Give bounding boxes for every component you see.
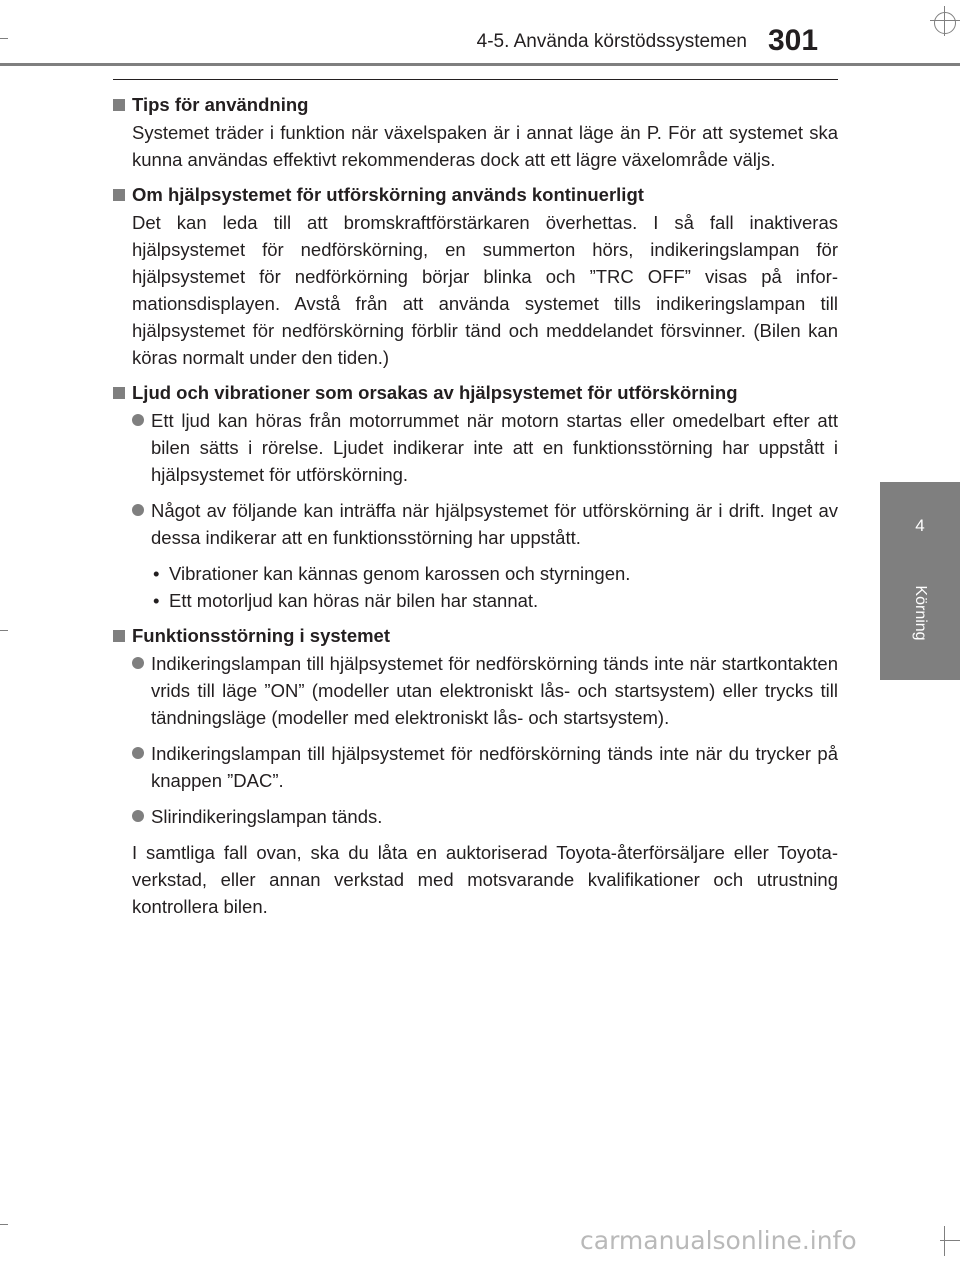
sub-bullet-marker: • — [153, 590, 160, 611]
section-malfunction — [113, 623, 838, 920]
sub-list-item-text: Vibrationer kan kännas genom karossen och styrningen. — [169, 563, 631, 584]
chapter-label: Körning — [912, 585, 929, 641]
closing-paragraph: I samtliga fall ovan, ska du låta en auktoriserad Toyota-återförsäljare eller Toyota-verkstad, eller annan verkstad med motsvarande kvalifikationer och utrustning kontrollera bilen. — [132, 842, 838, 917]
list-item — [132, 407, 838, 488]
section-heading: Ljud och vibrationer som orsakas av hjälpsystemet för utförskörning — [132, 382, 738, 403]
list-item — [132, 497, 838, 551]
section-heading: Funktionsstörning i systemet — [132, 625, 391, 646]
paragraph: Systemet träder i funktion när växelspaken är i annat läge än P. För att systemet ska kunna användas effektivt rekommenderas dock att ett lägre växelområde väljs. — [132, 122, 838, 170]
section-heading-wrap — [113, 623, 838, 649]
registration-mark — [934, 12, 956, 34]
list-item — [132, 650, 838, 731]
content-rule — [113, 79, 838, 80]
square-bullet-icon — [113, 99, 125, 111]
square-bullet-icon — [113, 630, 125, 642]
circle-bullet-icon — [132, 810, 144, 822]
chapter-label-box — [880, 568, 960, 658]
section-title: 4-5. Använda körstödssystemen — [476, 31, 747, 52]
section-heading: Tips för användning — [132, 94, 309, 115]
crop-mark — [0, 630, 8, 631]
page-content — [113, 92, 838, 929]
sub-list-item — [151, 587, 838, 614]
section-continuous-use — [113, 182, 838, 371]
section-heading-wrap — [113, 380, 838, 406]
sub-bullet-marker: • — [153, 563, 160, 584]
circle-bullet-icon — [132, 657, 144, 669]
sub-list-item — [151, 560, 838, 587]
page-number: 301 — [768, 24, 819, 57]
sub-list-item-text: Ett motorljud kan höras när bilen har stannat. — [169, 590, 539, 611]
circle-bullet-icon — [132, 504, 144, 516]
square-bullet-icon — [113, 189, 125, 201]
chapter-tab — [880, 482, 960, 680]
circle-bullet-icon — [132, 747, 144, 759]
circle-bullet-icon — [132, 414, 144, 426]
section-heading-wrap — [113, 92, 838, 118]
watermark: carmanualsonline.info — [580, 1226, 857, 1255]
chapter-number: 4 — [915, 516, 925, 535]
section-heading: Om hjälpsystemet för utförskörning används kontinuerligt — [132, 184, 644, 205]
crop-mark — [940, 1240, 960, 1241]
list-item — [132, 740, 838, 794]
section-heading-wrap — [113, 182, 838, 208]
section-sounds — [113, 380, 838, 614]
header-rule — [0, 63, 960, 66]
list-item-text: Något av följande kan inträffa när hjälpsystemet för utförskörning är i drift. Inget av dessa indikerar att en funktionsstörning har uppstått. — [151, 500, 838, 548]
square-bullet-icon — [113, 387, 125, 399]
list-item-text: Slirindikeringslampan tänds. — [151, 806, 383, 827]
list-item-text: Indikeringslampan till hjälpsystemet för nedförskörning tänds inte när du trycker på knappen ”DAC”. — [151, 743, 838, 791]
list-item — [132, 803, 838, 830]
paragraph: Det kan leda till att bromskraftförstärkaren överhettas. I så fall inaktiveras hjälpsystemet för nedförskörning, en summerton hörs, indikeringslampan för hjälpsystemet för nedförkörning börjar blinka och ”TRC OFF” visas på informationsdisplayen. Avstå från att använda systemet tills indikeringslampan till hjälpsystemet för nedförskörning förblir tänd och meddelandet försvinner. (Bilen kan köras normalt under den tiden.) — [132, 212, 838, 368]
section-tips — [113, 92, 838, 173]
list-item-text: Ett ljud kan höras från motorrummet när motorn startas eller omedelbart efter att bilen sätts i rörelse. Ljudet indikerar inte att en funktionsstörning har uppstått i hjälpsystemet för utförskörning. — [151, 410, 838, 485]
crop-mark — [0, 1224, 8, 1225]
crop-mark — [944, 1226, 945, 1256]
sub-list — [151, 560, 838, 614]
list-item-text: Indikeringslampan till hjälpsystemet för nedförskörning tänds inte när startkontakten vrids till läge ”ON” (modeller utan elektroniskt lås- och startsystem) eller trycks till tändningsläge (modeller med elektroniskt lås- och startsystem). — [151, 653, 838, 728]
